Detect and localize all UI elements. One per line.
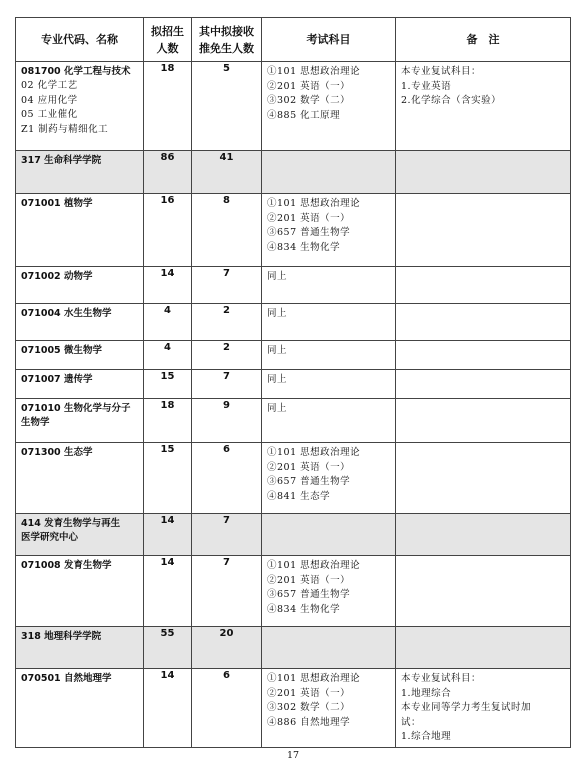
remark-line: 本专业同等学力考生复试时加 (401, 702, 532, 714)
table-row (16, 304, 571, 341)
exempt-count: 41 (192, 151, 262, 194)
header-exam: 考试科目 (262, 18, 396, 62)
department-name: 318 地理科学学院 (21, 631, 102, 642)
department-name: 医学研究中心 (21, 532, 79, 543)
exam-subject: ②201 英语（一） (267, 212, 351, 224)
header-remark: 备 注 (396, 18, 571, 62)
exam-subject: ④834 生物化学 (267, 241, 341, 253)
remark-line: 本专业复试科目： (401, 66, 482, 77)
header-plan: 拟招生 人数 (144, 18, 192, 62)
header-exempt: 其中拟接收 推免生人数 (192, 18, 262, 62)
table-row (16, 399, 571, 443)
exam-subject: 同上 (267, 271, 288, 282)
major-name: 071300 生态学 (21, 447, 93, 458)
plan-count: 16 (144, 194, 192, 267)
exam-subject: 同上 (267, 345, 288, 356)
exam-subject: ③302 数学（二） (267, 702, 351, 714)
exam-subject: ④841 生态学 (267, 490, 331, 502)
exam-subject: ④885 化工原理 (267, 109, 341, 121)
major-name: 081700 化学工程与技术 (21, 66, 131, 77)
plan-count: 18 (144, 399, 192, 443)
exam-subject: ①101 思想政治理论 (267, 198, 361, 209)
table-row (16, 341, 571, 370)
plan-count: 15 (144, 370, 192, 399)
exam-subject: ①101 思想政治理论 (267, 673, 361, 684)
department-row (16, 514, 571, 556)
exempt-count: 5 (192, 62, 262, 151)
header-row (16, 18, 571, 62)
plan-count: 55 (144, 627, 192, 669)
exempt-count: 8 (192, 194, 262, 267)
plan-count: 86 (144, 151, 192, 194)
department-row (16, 151, 571, 194)
department-name: 317 生命科学学院 (21, 155, 102, 166)
exempt-count: 6 (192, 443, 262, 514)
table-row (16, 669, 571, 748)
exempt-count: 7 (192, 267, 262, 304)
major-name: 生物学 (21, 417, 50, 428)
exam-subject: ③657 普通生物学 (267, 589, 351, 601)
remark-line: 试： (401, 716, 422, 728)
major-name: 071010 生物化学与分子 (21, 403, 131, 414)
plan-count: 14 (144, 267, 192, 304)
remark-line: 2.化学综合（含实验） (401, 95, 502, 107)
plan-count: 14 (144, 514, 192, 556)
remark-line: 本专业复试科目： (401, 673, 482, 684)
table-row (16, 267, 571, 304)
plan-count: 4 (144, 341, 192, 370)
exam-subject: ③657 普通生物学 (267, 227, 351, 239)
admissions-table (15, 17, 571, 748)
plan-count: 14 (144, 556, 192, 627)
exempt-count: 7 (192, 514, 262, 556)
exempt-count: 7 (192, 370, 262, 399)
table-row (16, 370, 571, 399)
major-name: 071008 发育生物学 (21, 560, 112, 571)
plan-count: 15 (144, 443, 192, 514)
exempt-count: 2 (192, 304, 262, 341)
major-name: 071002 动物学 (21, 271, 93, 282)
department-name: 414 发育生物学与再生 (21, 518, 121, 529)
exam-subject: 同上 (267, 308, 288, 319)
exam-subject: ②201 英语（一） (267, 80, 351, 92)
major-name: 071001 植物学 (21, 198, 93, 209)
remark-line: 1.专业英语 (401, 80, 452, 92)
exam-subject: ③657 普通生物学 (267, 476, 351, 488)
exam-subject: 同上 (267, 374, 288, 385)
table-row (16, 62, 571, 151)
exempt-count: 6 (192, 669, 262, 748)
exam-subject: ④834 生物化学 (267, 603, 341, 615)
exam-subject: ①101 思想政治理论 (267, 447, 361, 458)
remark-line: 1.综合地理 (401, 731, 452, 743)
department-row (16, 627, 571, 669)
exam-subject: ④886 自然地理学 (267, 716, 351, 728)
exempt-count: 2 (192, 341, 262, 370)
exam-subject: ②201 英语（一） (267, 461, 351, 473)
major-name: 071004 水生生物学 (21, 308, 112, 319)
major-name: 070501 自然地理学 (21, 673, 112, 684)
page-number: 17 (286, 750, 300, 761)
remark-line: 1.地理综合 (401, 687, 452, 699)
plan-count: 14 (144, 669, 192, 748)
major-name: 071007 遗传学 (21, 374, 93, 385)
header-code-name: 专业代码、名称 (16, 18, 144, 62)
sub-direction: 02 化学工艺 (21, 80, 78, 91)
table-row (16, 194, 571, 267)
sub-direction: 05 工业催化 (21, 109, 78, 120)
table-row (16, 556, 571, 627)
plan-count: 4 (144, 304, 192, 341)
exam-subject: ①101 思想政治理论 (267, 66, 361, 77)
exempt-count: 9 (192, 399, 262, 443)
exam-subject: ③302 数学（二） (267, 95, 351, 107)
exam-subject: ②201 英语（一） (267, 574, 351, 586)
exam-subject: ②201 英语（一） (267, 687, 351, 699)
exempt-count: 20 (192, 627, 262, 669)
sub-direction: Z1 制药与精细化工 (21, 123, 109, 135)
major-name: 071005 微生物学 (21, 345, 102, 356)
exam-subject: 同上 (267, 403, 288, 414)
plan-count: 18 (144, 62, 192, 151)
table-row (16, 443, 571, 514)
sub-direction: 04 应用化学 (21, 94, 78, 106)
exempt-count: 7 (192, 556, 262, 627)
exam-subject: ①101 思想政治理论 (267, 560, 361, 571)
